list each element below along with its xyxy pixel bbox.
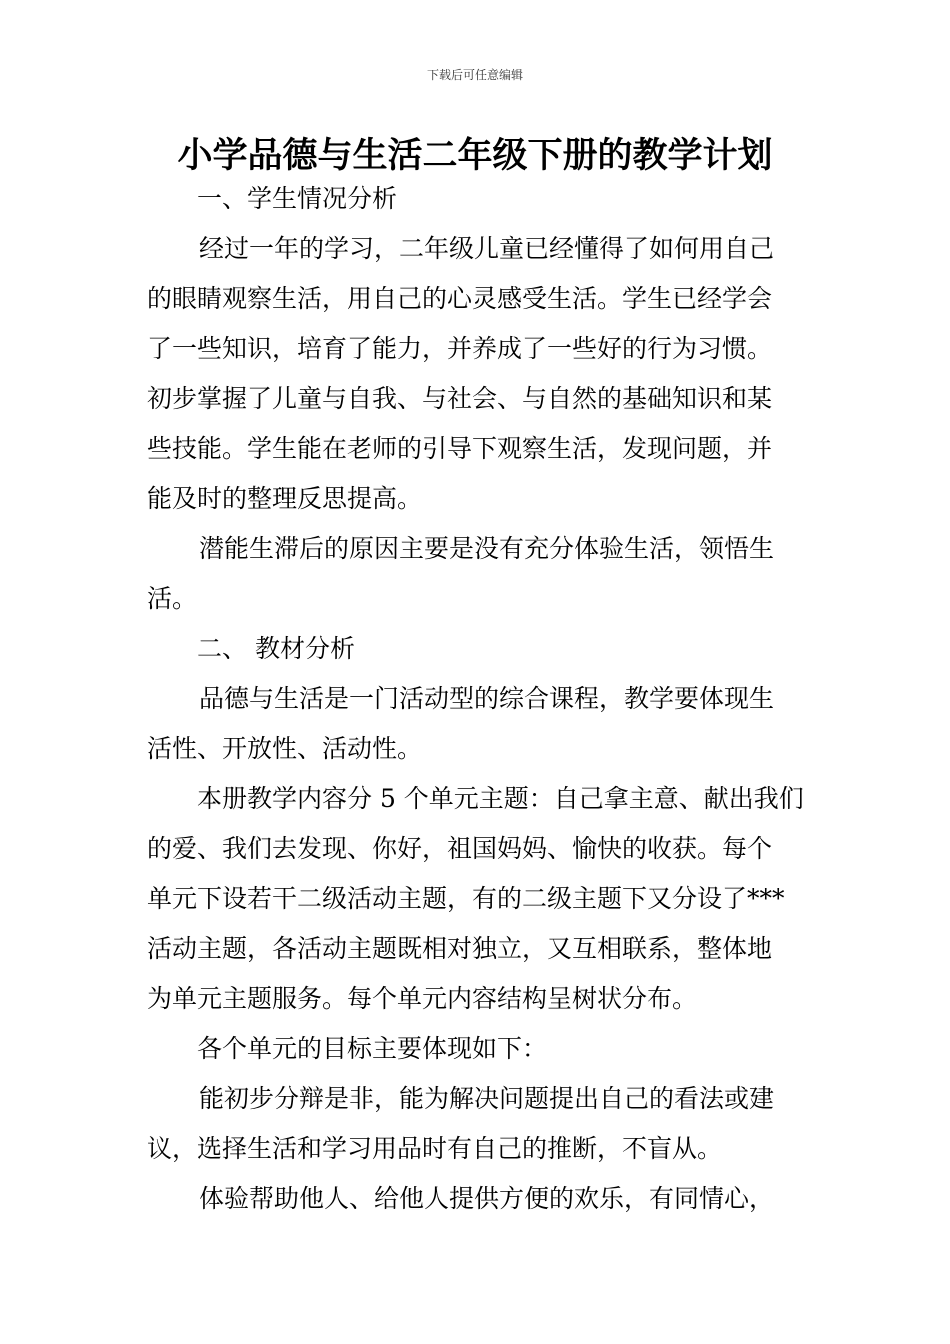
paragraph-line: 活。 [147,584,198,613]
paragraph-line: 能初步分辩是非，能为解决问题提出自己的看法或建 [199,1084,775,1113]
paragraph-line: 议，选择生活和学习用品时有自己的推断，不盲从。 [147,1134,723,1163]
paragraph-line: 单元下设若干二级活动主题，有的二级主题下又分设了*** [147,884,785,913]
paragraph-line: 能及时的整理反思提高。 [147,484,423,513]
paragraph-line: 经过一年的学习，二年级儿童已经懂得了如何用自己 [199,234,775,263]
paragraph-line: 了一些知识，培育了能力，并养成了一些好的行为习惯。 [147,334,773,363]
document-title: 小学品德与生活二年级下册的教学计划 [177,136,773,176]
document-body [147,174,809,1224]
section-line: 二、 教材分析 [197,634,355,663]
section-line: 各个单元的目标主要体现如下： [197,1034,548,1063]
paragraph-line: 的爱、我们去发现、你好，祖国妈妈、愉快的收获。每个 [147,834,773,863]
paragraph-line: 活性、开放性、活动性。 [147,734,423,763]
section-line: 一、学生情况分析 [197,184,398,213]
paragraph-line: 些技能。学生能在老师的引导下观察生活，发现问题，并 [147,434,773,463]
paragraph-line: 活动主题，各活动主题既相对独立，又互相联系，整体地 [147,934,773,963]
paragraph-line: 体验帮助他人、给他人提供方便的欢乐，有同情心， [199,1184,775,1213]
paragraph-line: 潜能生滞后的原因主要是没有充分体验生活，领悟生 [199,534,775,563]
section-line: 本册教学内容分 5 个单元主题：自己拿主意、献出我们 [197,784,804,813]
paragraph-line: 的眼睛观察生活，用自己的心灵感受生活。学生已经学会 [147,284,773,313]
paragraph-line: 初步掌握了儿童与自我、与社会、与自然的基础知识和某 [147,384,773,413]
paragraph-line: 为单元主题服务。每个单元内容结构呈树状分布。 [147,984,698,1013]
paragraph-line: 品德与生活是一门活动型的综合课程，教学要体现生 [199,684,775,713]
header-note: 下载后可任意编辑 [426,68,523,82]
